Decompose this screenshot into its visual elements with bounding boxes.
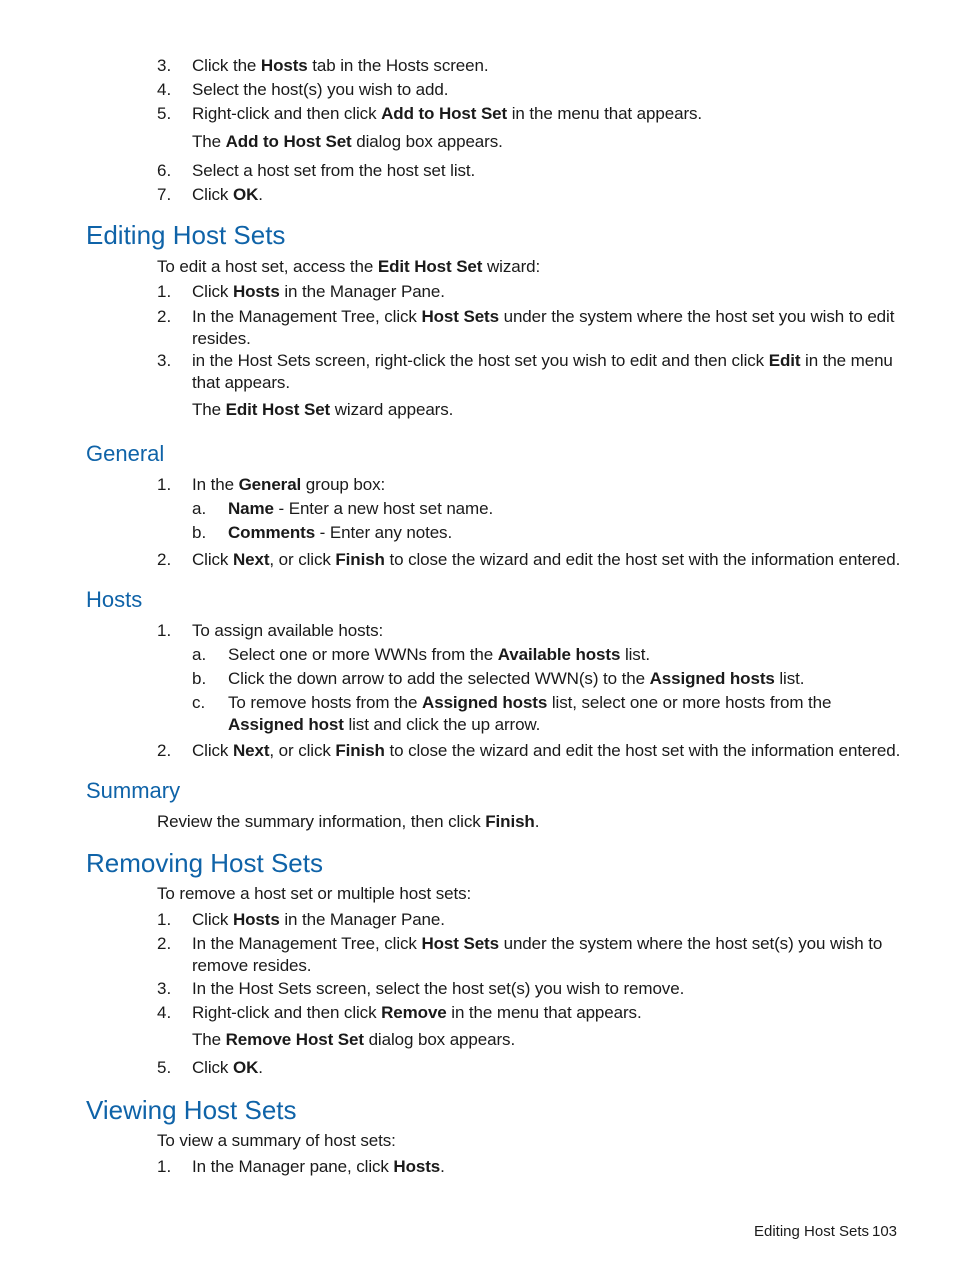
step-number: 1. [157, 1157, 172, 1176]
substep-letter: b. [192, 523, 207, 542]
section-heading-viewing: Viewing Host Sets [86, 1095, 297, 1125]
step-text: Right-click and then click Add to Host Set in the menu that appears. [192, 104, 703, 123]
ui-term-emphasis: Name [228, 499, 274, 518]
step-text: Click OK. [192, 1058, 263, 1077]
step-number: 2. [157, 934, 172, 953]
ui-term-emphasis: Add to Host Set [225, 132, 352, 151]
step-number: 1. [157, 282, 172, 301]
substep-text: Name - Enter a new host set name. [228, 499, 494, 518]
step-text: Click Hosts in the Manager Pane. [192, 282, 445, 301]
ui-term-emphasis: Add to Host Set [381, 104, 508, 123]
ui-term-emphasis: General [238, 475, 302, 494]
ui-term-emphasis: Remove Host Set [225, 1030, 364, 1049]
step-text: Right-click and then click Remove in the menu that appears. [192, 1003, 642, 1022]
step-text: To assign available hosts: [192, 621, 384, 640]
ui-term-emphasis: Edit Host Set [225, 400, 331, 419]
subsection-heading-general: General [86, 441, 165, 466]
step-number: 3. [157, 351, 172, 370]
summary-text: Review the summary information, then click Finish. [157, 812, 540, 831]
section-heading-editing: Editing Host Sets [86, 220, 286, 250]
step-number: 2. [157, 307, 172, 326]
ui-term-emphasis: Finish [335, 741, 385, 760]
section-intro: To view a summary of host sets: [157, 1131, 396, 1150]
ui-term-emphasis: Available hosts [497, 645, 621, 664]
substep-letter: a. [192, 499, 207, 518]
footer-section-title: Editing Host Sets [754, 1223, 870, 1240]
ui-term-emphasis: Hosts [393, 1157, 441, 1176]
step-number: 5. [157, 104, 172, 123]
step-number: 1. [157, 621, 172, 640]
step-text: in the Host Sets screen, right-click the host set you wish to edit and then click Edit in the menu that appears. [192, 351, 893, 392]
step-text: In the Host Sets screen, select the host set(s) you wish to remove. [192, 979, 685, 998]
step-text: In the Management Tree, click Host Sets under the system where the host set you wish to edit resides. [192, 307, 895, 348]
step-text: Click Hosts in the Manager Pane. [192, 910, 445, 929]
ui-term-emphasis: OK [232, 185, 259, 204]
ui-term-emphasis: Assigned host [228, 715, 344, 734]
ui-term-emphasis: OK [232, 1058, 259, 1077]
substep-text: Comments - Enter any notes. [228, 523, 453, 542]
ui-term-emphasis: Finish [485, 812, 535, 831]
step-number: 6. [157, 161, 172, 180]
ui-term-emphasis: Remove [381, 1003, 447, 1022]
step-number: 2. [157, 550, 172, 569]
ui-term-emphasis: Finish [335, 550, 385, 569]
step-number: 3. [157, 979, 172, 998]
ui-term-emphasis: Edit [768, 351, 801, 370]
substep-text: Click the down arrow to add the selected WWN(s) to the Assigned hosts list. [228, 669, 805, 688]
ui-term-emphasis: Next [232, 550, 270, 569]
step-text: In the Manager pane, click Hosts. [192, 1157, 445, 1176]
step-number: 3. [157, 56, 172, 75]
ui-term-emphasis: Edit Host Set [377, 257, 483, 276]
step-number: 2. [157, 741, 172, 760]
step-text: Select a host set from the host set list. [192, 161, 476, 180]
section-intro: To remove a host set or multiple host sets: [157, 884, 472, 903]
step-number: 4. [157, 1003, 172, 1022]
step-text: Click Next, or click Finish to close the wizard and edit the host set with the information entered. [192, 741, 901, 760]
subsection-heading-summary: Summary [86, 778, 181, 803]
step-result-text: The Edit Host Set wizard appears. [192, 400, 454, 419]
ui-term-emphasis: Host Sets [421, 934, 499, 953]
step-result-text: The Remove Host Set dialog box appears. [192, 1030, 516, 1049]
ui-term-emphasis: Host Sets [421, 307, 499, 326]
step-text: In the Management Tree, click Host Sets under the system where the host set(s) you wish to remove resides. [192, 934, 883, 975]
section-intro: To edit a host set, access the Edit Host Set wizard: [157, 257, 541, 276]
step-result-text: The Add to Host Set dialog box appears. [192, 132, 503, 151]
footer-page-number: 103 [872, 1223, 898, 1240]
step-text: Click the Hosts tab in the Hosts screen. [192, 56, 489, 75]
step-text: In the General group box: [192, 475, 386, 494]
ui-term-emphasis: Assigned hosts [649, 669, 775, 688]
step-number: 4. [157, 80, 172, 99]
step-number: 1. [157, 475, 172, 494]
ui-term-emphasis: Hosts [232, 910, 280, 929]
ui-term-emphasis: Hosts [232, 282, 280, 301]
step-number: 1. [157, 910, 172, 929]
substep-letter: b. [192, 669, 207, 688]
section-heading-removing: Removing Host Sets [86, 848, 323, 878]
ui-term-emphasis: Comments [228, 523, 316, 542]
step-text: Click OK. [192, 185, 263, 204]
ui-term-emphasis: Assigned hosts [422, 693, 548, 712]
step-number: 5. [157, 1058, 172, 1077]
substep-letter: c. [192, 693, 206, 712]
substep-letter: a. [192, 645, 207, 664]
step-text: Select the host(s) you wish to add. [192, 80, 449, 99]
ui-term-emphasis: Hosts [260, 56, 308, 75]
step-number: 7. [157, 185, 172, 204]
substep-text: Select one or more WWNs from the Available hosts list. [228, 645, 650, 664]
ui-term-emphasis: Next [232, 741, 270, 760]
subsection-heading-hosts: Hosts [86, 587, 143, 612]
substep-text: To remove hosts from the Assigned hosts list, select one or more hosts from the Assigned host list and click the up arrow. [228, 693, 832, 734]
step-text: Click Next, or click Finish to close the wizard and edit the host set with the information entered. [192, 550, 901, 569]
